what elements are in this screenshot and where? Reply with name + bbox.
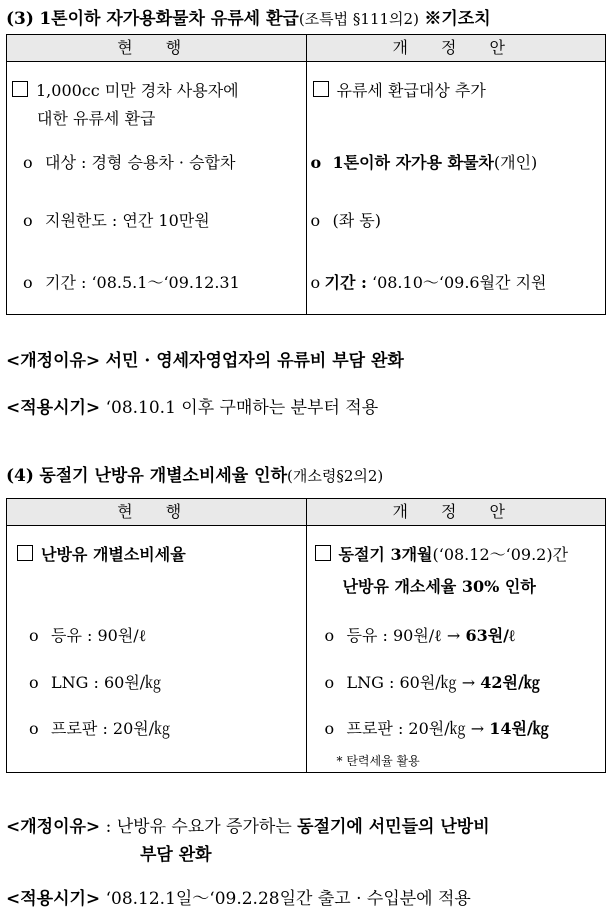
checkbox-square-icon xyxy=(17,545,33,561)
section4-current-item: o 등유 : 90원/ℓ xyxy=(29,626,147,645)
checkbox-square-icon xyxy=(12,81,28,97)
section3-revised-item: o 기간 : ‘08.10～‘09.6월간 지원 xyxy=(310,273,547,292)
checkbox-square-icon xyxy=(315,545,331,561)
section3-extra: ※기조치 xyxy=(424,9,491,29)
section4-revised-cell xyxy=(306,526,606,773)
bullet-icon: o xyxy=(29,719,39,738)
section4-current-item: o 프로판 : 20원/㎏ xyxy=(29,719,171,738)
section3-current-head-line2: 대한 유류세 환급 xyxy=(37,109,156,128)
section3-revised-item: o (좌 동) xyxy=(310,211,381,230)
bullet-icon: o xyxy=(23,211,33,230)
section3-current-head: 1,000cc 미만 경차 사용자에 xyxy=(12,78,239,101)
section4-law: (개소령§2의2) xyxy=(287,467,384,485)
section3-table xyxy=(6,34,606,315)
section4-revised-item: o 프로판 : 20원/㎏ → 14원/㎏ xyxy=(324,719,549,738)
bullet-icon: o xyxy=(23,273,33,292)
section4-table xyxy=(6,498,606,773)
section3-title-main: 1톤이하 자가용화물차 유류세 환급 xyxy=(39,9,299,29)
bullet-icon: o xyxy=(324,673,335,692)
section4-revised-item: o 등유 : 90원/ℓ → 63원/ℓ xyxy=(324,626,516,645)
section4-apply: <적용시기> ‘08.12.1일～‘09.2.28일간 출고 · 수입분에 적용 xyxy=(6,889,471,909)
section4-reason: <개정이유> : 난방유 수요가 증가하는 동절기에 서민들의 난방비 xyxy=(6,817,490,837)
section4-header-revised: 개 정 안 xyxy=(306,499,606,526)
section4-current-head: 난방유 개별소비세율 xyxy=(17,542,186,565)
section3-header-revised: 개 정 안 xyxy=(306,35,606,62)
section3-current-item: o 기간 : ‘08.5.1～‘09.12.31 xyxy=(23,273,240,292)
section4-revised-head: 동절기 3개월(‘08.12～‘09.2)간 xyxy=(315,542,569,565)
section4-header-current: 현 행 xyxy=(7,499,307,526)
section3-number: (3) xyxy=(6,9,34,29)
section3-law: (조특법 §111의2) xyxy=(298,10,419,28)
bullet-icon: o xyxy=(310,211,321,230)
bullet-icon: o xyxy=(310,153,322,172)
bullet-icon: o xyxy=(29,673,39,692)
section4-title-main: 동절기 난방유 개별소비세율 인하 xyxy=(39,466,287,486)
section3-apply: <적용시기> ‘08.10.1 이후 구매하는 분부터 적용 xyxy=(6,398,379,418)
checkbox-square-icon xyxy=(313,81,329,97)
section3-current-cell xyxy=(7,62,307,315)
section4-note: * 탄력세율 활용 xyxy=(336,754,420,768)
bullet-icon: o xyxy=(23,153,33,172)
section4-reason-line2: 부담 완화 xyxy=(140,845,212,865)
section3-revised-head: 유류세 환급대상 추가 xyxy=(313,78,486,101)
bullet-icon: o xyxy=(324,626,335,645)
section4-title xyxy=(6,461,383,486)
bullet-icon: o xyxy=(29,626,39,645)
bullet-icon: o xyxy=(310,273,321,292)
section4-revised-item: o LNG : 60원/㎏ → 42원/㎏ xyxy=(324,673,540,692)
bullet-icon: o xyxy=(324,719,335,738)
section3-reason: <개정이유> 서민 · 영세자영업자의 유류비 부담 완화 xyxy=(6,351,404,371)
section4-current-item: o LNG : 60원/㎏ xyxy=(29,673,162,692)
section4-number: (4) xyxy=(6,466,34,486)
section3-revised-cell xyxy=(306,62,606,315)
section4-current-cell xyxy=(7,526,307,773)
section3-current-item: o 대상 : 경형 승용차 · 승합차 xyxy=(23,153,236,172)
section3-title xyxy=(6,4,491,29)
section3-header-current: 현 행 xyxy=(7,35,307,62)
section3-revised-item: o 1톤이하 자가용 화물차(개인) xyxy=(310,153,538,172)
section3-current-item: o 지원한도 : 연간 10만원 xyxy=(23,211,210,230)
section4-revised-head-line2: 난방유 개소세율 30% 인하 xyxy=(342,577,536,596)
